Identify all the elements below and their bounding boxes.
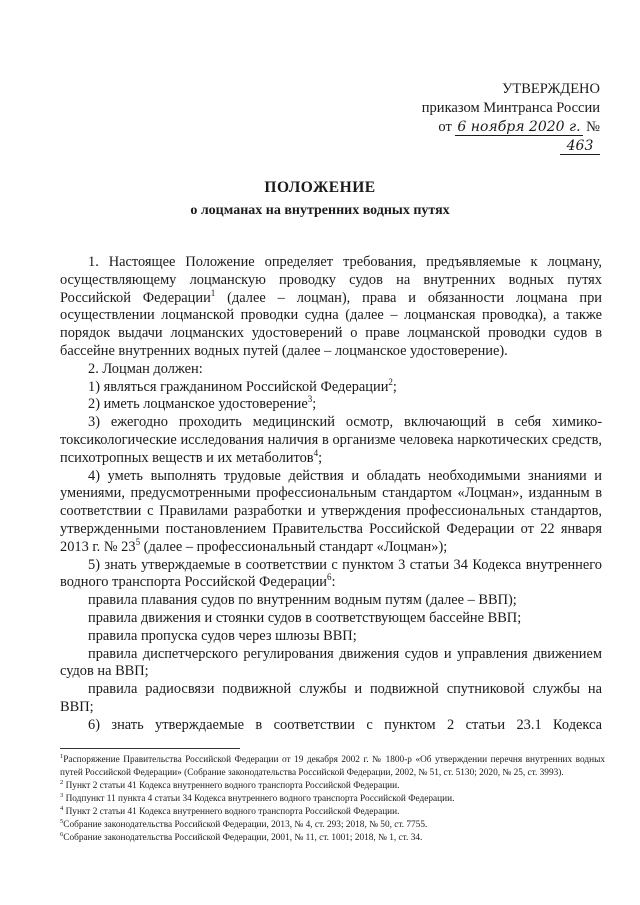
footnote-ref-6: 6 <box>327 572 332 583</box>
paragraph-10: правила пропуска судов через шлюзы ВВП; <box>88 627 357 644</box>
approval-order: приказом Минтранса России <box>421 100 600 116</box>
approval-date-line <box>400 118 600 156</box>
approval-number-sign: № <box>586 119 600 135</box>
paragraph-13: 6) знать утверждаемые в соответствии с пунктом 2 статьи 23.1 Кодекса <box>88 716 602 733</box>
footnote-2: $^2$ Пункт 2 статьи 41 Кодекса внутреннего водного транспорта Российской Федерации. <box>60 778 400 791</box>
footnote-4: $^4$ Пункт 2 статьи 41 Кодекса внутреннего водного транспорта Российской Федерации. <box>60 804 400 817</box>
paragraph-6: 4) уметь выполнять трудовые действия и обладать необходимыми знаниями и умениями, предусмотренными профессиональным стандартом «Лоцман», изданным в соответствии с Правилами разработки и утверждения профессиональных стандартов, утвержденными постановлением Правительства Российской Федерации от 22 января 2013 г. № $23^5$ (далее – профессиональный стандарт «Лоцман»); <box>60 467 602 555</box>
approval-date-handwritten: 6 ноября 2020 г. <box>457 119 581 135</box>
footnote-ref-2: 2 <box>388 376 393 387</box>
approval-block <box>400 80 600 156</box>
paragraph-1: 1. Настоящее Положение определяет требования, предъявляемые к лоцману, осуществляющему лоцманскую проводку судов на внутренних водных путях Российской Федерации$^1$ (далее – лоцман), права и обязанности лоцмана при осуществлении лоцманской проводки судна (далее – лоцманская проводка), а также порядок выдачи лоцманских удостоверений о праве лоцманской проводки судов в бассейне внутренних водных путей (далее – лоцманское удостоверение). <box>60 254 602 359</box>
paragraph-2: 2. Лоцман должен: <box>88 360 203 377</box>
footnote-3: $^3$ Подпункт 11 пункта 4 статьи 34 Кодекса внутреннего водного транспорта Российской Федерации. <box>60 791 455 804</box>
paragraph-8: правила плавания судов по внутренним водным путям (далее – ВВП); <box>88 592 517 609</box>
paragraph-9: правила движения и стоянки судов в соответствующем бассейне ВВП; <box>88 609 522 626</box>
footnote-ref-3: 3 <box>307 394 313 405</box>
paragraph-3: 1) являться гражданином Российской Федерации$^2$; <box>88 376 397 395</box>
title-main: ПОЛОЖЕНИЕ <box>264 179 376 196</box>
document-body <box>60 254 602 735</box>
document-title <box>0 178 640 220</box>
title-sub: о лоцманах на внутренних водных путях <box>190 203 450 218</box>
footnote-ref-5: 5 <box>135 536 141 547</box>
approval-heading: УТВЕРЖДЕНО <box>502 81 600 97</box>
paragraph-12: правила радиосвязи подвижной службы и подвижной спутниковой службы на ВВП; <box>60 681 602 715</box>
footnote-6: $^6$Собрание законодательства Российской Федерации, 2001, № 11, ст. 1001; 2018, № 1, ст. 34. <box>60 830 423 843</box>
footnote-5: $^5$Собрание законодательства Российской Федерации, 2013, № 4, ст. 293; 2018, № 50, ст. 7755. <box>60 817 428 830</box>
footnote-1: $^1$Распоряжение Правительства Российской Федерации от 19 декабря 2002 г. № 1800-р «Об утверждении перечня внутренних водных путей Российской Федерации» (Собрание законодательства Российской Федерации, 2002, № 51, ст. 5130; 2020, № 25, ст. 3993). <box>60 752 605 778</box>
paragraph-7: 5) знать утверждаемые в соответствии с пунктом 3 статьи 34 Кодекса внутреннего водного транспорта Российской Федерации$^6$: <box>60 556 602 591</box>
footnotes <box>60 754 605 845</box>
footnote-ref-1: 1 <box>210 287 216 298</box>
paragraph-4: 2) иметь лоцманское удостоверение$^3$; <box>88 394 317 413</box>
paragraph-11: правила диспетчерского регулирования движения судов и управления движением судов на ВВП; <box>60 645 602 680</box>
approval-number-handwritten: 463 <box>560 139 600 155</box>
footnote-divider <box>60 748 240 749</box>
paragraph-5: 3) ежегодно проходить медицинский осмотр, включающий в себя химико-токсикологические исследования наличия в организме человека наркотических средств, психотропных веществ и их метаболитов$^4$; <box>60 414 602 466</box>
footnote-ref-4: 4 <box>313 447 319 458</box>
approval-from: от <box>438 119 452 135</box>
